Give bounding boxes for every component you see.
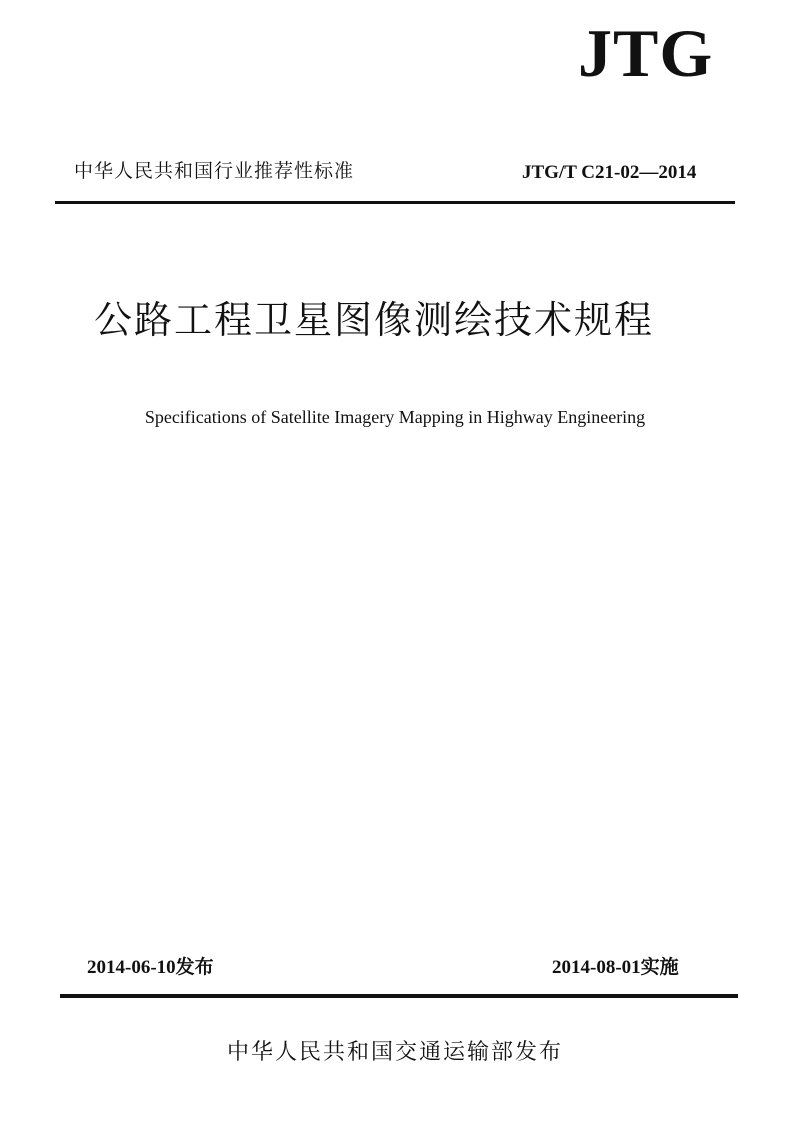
title-chinese: 公路工程卫星图像测绘技术规程: [94, 298, 655, 342]
footer-divider: [60, 994, 738, 998]
publisher: 中华人民共和国交通运输部发布: [226, 1040, 563, 1065]
standard-category: 中华人民共和国行业推荐性标准: [74, 160, 355, 182]
implementation-date: 2014-08-01实施: [552, 957, 679, 978]
standard-number: JTG/T C21-02—2014: [522, 162, 697, 183]
issue-date: 2014-06-10发布: [87, 957, 214, 978]
jtg-logo: JTG: [578, 15, 714, 91]
title-english: Specifications of Satellite Imagery Mapping in Highway Engineering: [144, 407, 646, 427]
header-divider: [55, 201, 735, 204]
